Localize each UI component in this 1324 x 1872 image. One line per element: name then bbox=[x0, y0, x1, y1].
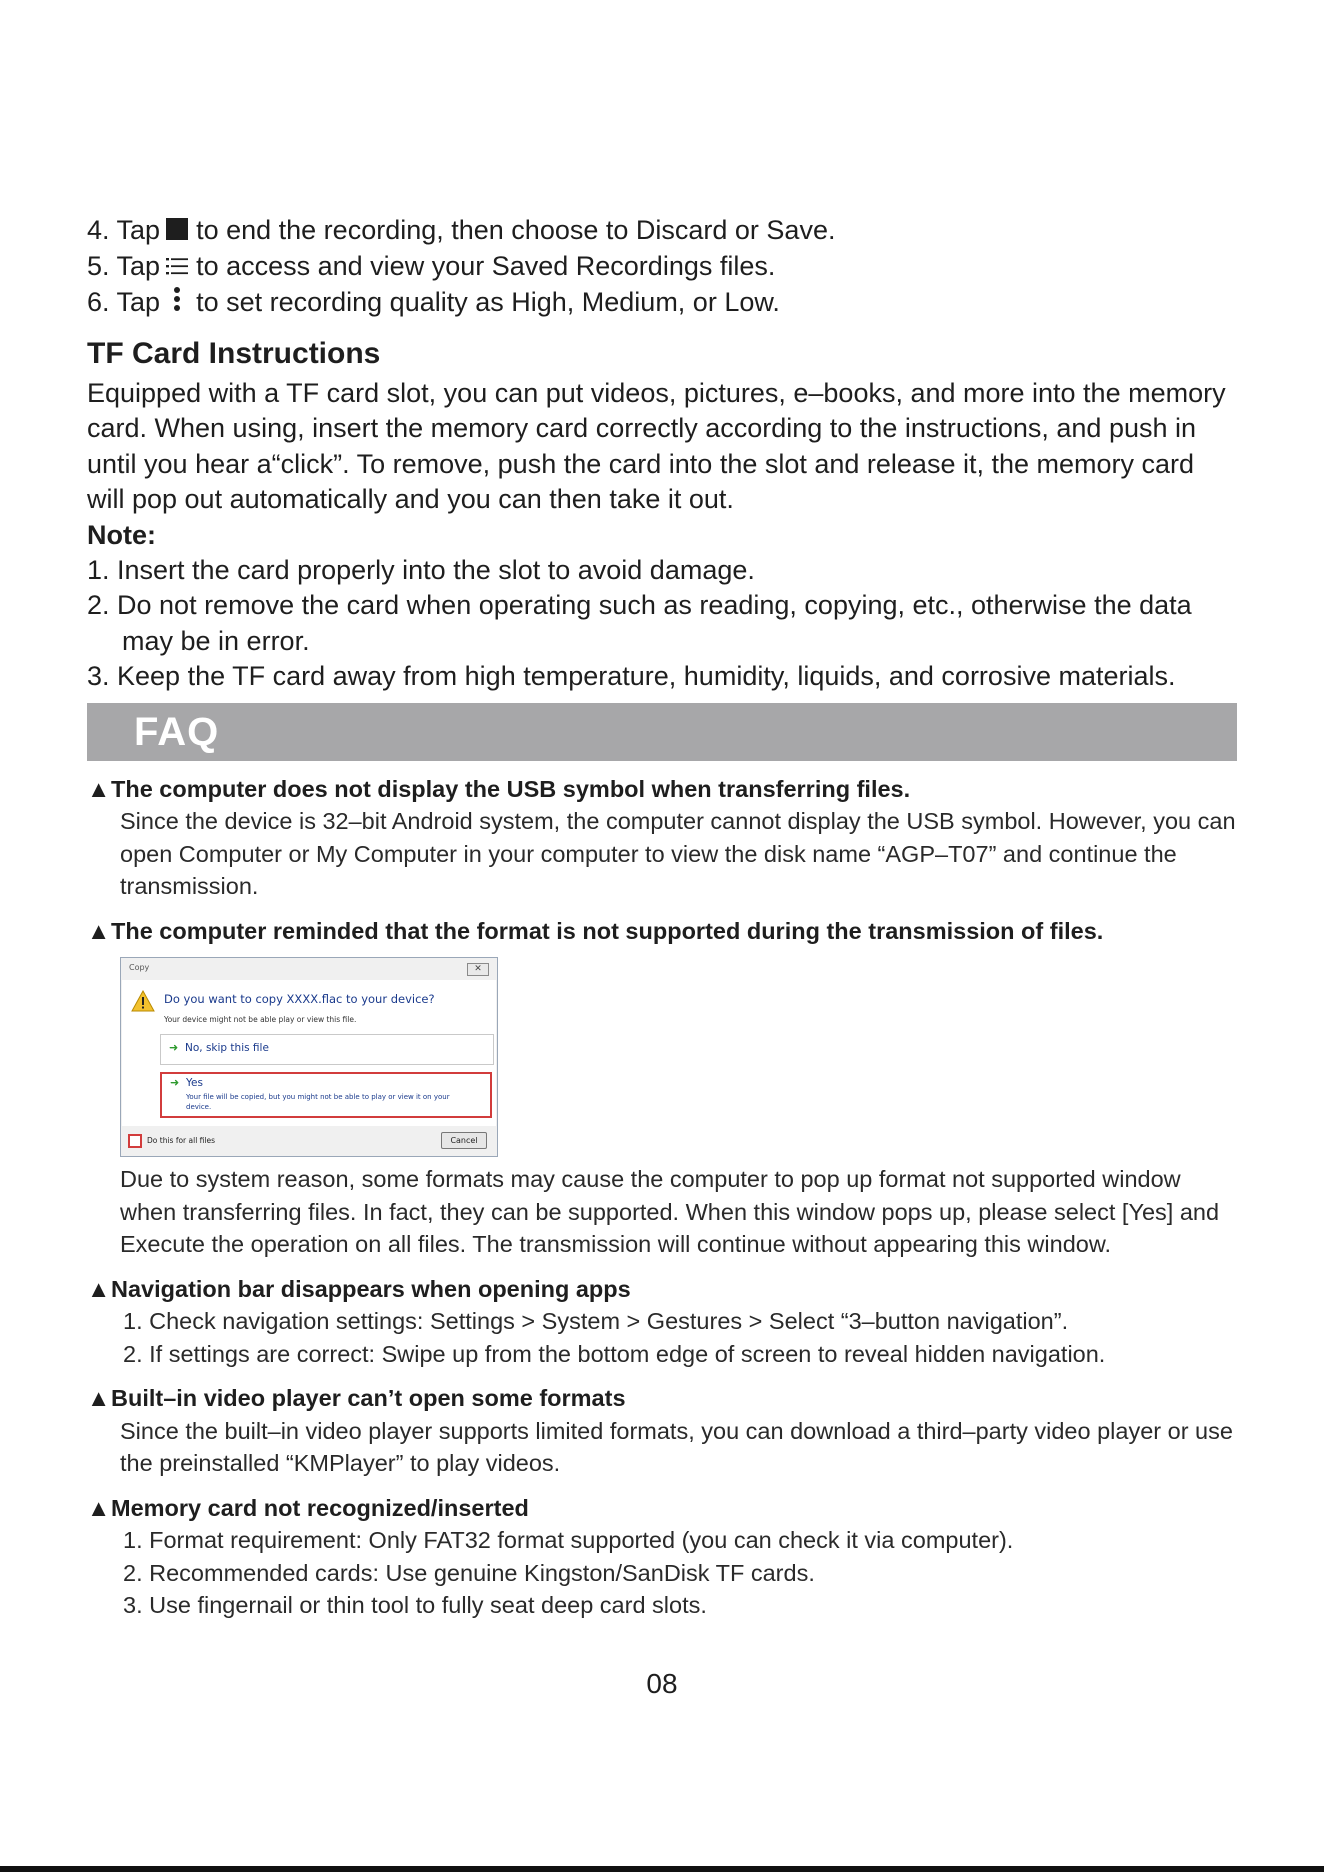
tf-heading: TF Card Instructions bbox=[87, 336, 381, 370]
dialog-question: Do you want to copy XXXX.flac to your device? bbox=[164, 992, 435, 1007]
step-5: 5. Tap to access and view your Saved Recordings files. bbox=[87, 249, 1237, 286]
close-icon[interactable]: ✕ bbox=[467, 963, 489, 976]
bottom-border bbox=[0, 1866, 1324, 1872]
triangle-icon: ▲ bbox=[87, 1385, 111, 1412]
checkbox-label: Do this for all files bbox=[147, 1136, 215, 1146]
dialog-body bbox=[122, 980, 496, 1126]
option-description: Your file will be copied, but you might not be able to play or view it on your device. bbox=[186, 1093, 450, 1112]
arrow-icon: ➜ bbox=[170, 1076, 180, 1090]
note-list bbox=[87, 553, 1237, 695]
note-item: 3. Keep the TF card away from high temperature, humidity, liquids, and corrosive materials. bbox=[87, 661, 1176, 692]
option-label: No, skip this file bbox=[185, 1042, 269, 1055]
triangle-icon: ▲ bbox=[87, 917, 111, 944]
arrow-icon: ➜ bbox=[169, 1041, 179, 1055]
warning-icon bbox=[131, 990, 155, 1016]
note-item: 2. Do not remove the card when operating such as reading, copying, etc., otherwise the data may be in error. bbox=[87, 590, 1192, 656]
all-files-checkbox[interactable] bbox=[128, 1134, 142, 1148]
step-6: 6. Tap to set recording quality as High, Medium, or Low. bbox=[87, 285, 1237, 322]
tf-body: Equipped with a TF card slot, you can put videos, pictures, e–books, and more into the memory card. When using, insert the memory card correctly according to the instructions, and push in until you hear a“click”. To remove, push the card into the slot and release it, the memory card will pop out automatically and you can then take it out. bbox=[87, 377, 1226, 515]
faq-answer: Since the built–in video player supports limited formats, you can download a third–party video player or use the preinstalled “KMPlayer” to play videos. bbox=[120, 1417, 1233, 1477]
faq-answer-item: 2. If settings are correct: Swipe up from the bottom edge of screen to reveal hidden navigation. bbox=[123, 1340, 1106, 1367]
dialog-title: Copy bbox=[129, 963, 150, 973]
faq-question: ▲The computer does not display the USB symbol when transferring files. bbox=[87, 773, 1237, 806]
option-label: Yes bbox=[186, 1077, 203, 1090]
note-item: 1. Insert the card properly into the slot to avoid damage. bbox=[87, 554, 755, 585]
triangle-icon: ▲ bbox=[87, 775, 111, 802]
faq-answer-item: 2. Recommended cards: Use genuine Kingston/SanDisk TF cards. bbox=[123, 1559, 815, 1586]
copy-dialog-screenshot bbox=[87, 957, 1237, 1157]
faq-answer-item: 1. Check navigation settings: Settings > System > Gestures > Select “3–button navigation”. bbox=[123, 1308, 1069, 1335]
list-icon bbox=[166, 250, 188, 286]
faq-answer-item: 1. Format requirement: Only FAT32 format supported (you can check it via computer). bbox=[123, 1527, 1014, 1554]
faq-question: ▲Built–in video player can’t open some formats bbox=[87, 1382, 1237, 1415]
faq-question: ▲The computer reminded that the format is not supported during the transmission of files. bbox=[87, 915, 1237, 948]
cancel-button[interactable]: Cancel bbox=[441, 1132, 487, 1149]
page-number: 08 bbox=[646, 1668, 678, 1699]
skip-file-option[interactable] bbox=[160, 1034, 494, 1065]
yes-option[interactable] bbox=[160, 1072, 492, 1118]
stop-icon bbox=[166, 218, 188, 240]
more-vertical-icon bbox=[166, 286, 188, 322]
note-label: Note: bbox=[87, 519, 156, 550]
faq-answer: Due to system reason, some formats may cause the computer to pop up format not supported window when transferring files. In fact, they can be supported. When this window pops up, please select [Yes] and Execute the operation on all files. The transmission will continue without appearing this window. bbox=[120, 1166, 1220, 1258]
triangle-icon: ▲ bbox=[87, 1494, 111, 1521]
dialog-subtext: Your device might not be able play or view this file. bbox=[164, 1015, 357, 1025]
triangle-icon: ▲ bbox=[87, 1275, 111, 1302]
faq-question: ▲Navigation bar disappears when opening apps bbox=[87, 1273, 1237, 1306]
faq-banner: FAQ bbox=[87, 703, 1237, 761]
faq-answer: Since the device is 32–bit Android system, the computer cannot display the USB symbol. However, you can open Computer or My Computer in your computer to view the disk name “AGP–T07” and continue the transmission. bbox=[120, 808, 1236, 900]
step-4: 4. Tap to end the recording, then choose to Discard or Save. bbox=[87, 215, 836, 245]
recording-steps bbox=[87, 213, 1237, 322]
manual-page bbox=[87, 213, 1237, 1622]
faq-question: ▲Memory card not recognized/inserted bbox=[87, 1492, 1237, 1525]
copy-dialog bbox=[120, 957, 498, 1157]
faq-answer-item: 3. Use fingernail or thin tool to fully seat deep card slots. bbox=[123, 1592, 707, 1619]
